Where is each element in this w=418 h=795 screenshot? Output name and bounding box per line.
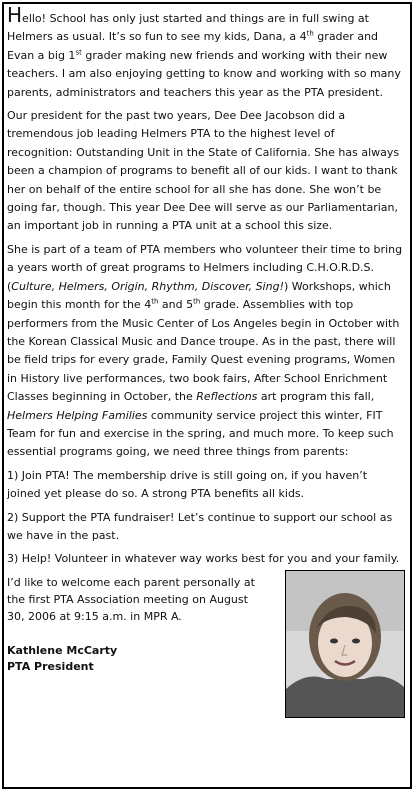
paragraph-volunteer: 3) Help! Volunteer in whatever way works best for you and your family. — [7, 552, 400, 566]
programs-text-f: community service project this winter, FIT Team for fun and exercise in the spring, and much more. To keep such essential programs going, we need three things from parents: — [7, 408, 394, 459]
programs-text-b: ) Workshops, which begin this month for the 4 — [7, 279, 391, 312]
intro-text-a: ello! School has only just started and things are in full swing at Helmers as usual. It’s so fun to see my kids, Dana, a 4 — [7, 12, 369, 44]
intro-text-b: grader and Evan a big 1 — [7, 30, 379, 62]
reflections-title: Reflections — [196, 390, 258, 404]
helping-families-title: Helmers Helping Families — [7, 408, 148, 422]
paragraph-past-president: Our president for the past two years, Dee Dee Jacobson did a tremendous job leading Helmers PTA to the highest level of recognition: Outstanding Unit in the State of California. She has always been a champion of programs to benefit all of our kids. I want to thank her on behalf of the entire school for all she has done. She won’t be going far, though. This year Dee Dee will serve as our Parliamentarian, an important job in running a PTA unit at a school this size. — [7, 109, 400, 233]
welcome-text: I’d like to welcome each parent personally at the first PTA Association meeting on August 30, 2006 at 9:15 a.m. in MPR A. — [7, 575, 255, 623]
programs-text-c: and 5 — [158, 298, 194, 312]
portrait-image — [286, 571, 404, 717]
programs-text-e: art program this fall, — [257, 390, 375, 404]
programs-text-d: grade. Assemblies with top performers from the Music Center of Los Angeles begin in October with the Korean Classical Music and Dance troupe. As in the past, there will be field trips for every grade, Family Quest evening programs, Women in History live performances, two book fairs, After School Enrichment Classes beginning in October, the — [7, 298, 400, 404]
newsletter-article — [7, 3, 403, 675]
intro-text-c: grader making new friends and working with their new teachers. I am also enjoying getting to know and working with so many parents, administrators and teachers this year as the PTA president. — [7, 48, 401, 99]
ordinal-suffix: th — [193, 297, 201, 306]
paragraph-fundraiser: 2) Support the PTA fundraiser! Let’s continue to support our school as we have in the past. — [7, 510, 393, 542]
signature-name: Kathlene McCarty — [7, 643, 118, 657]
signature-title: PTA President — [7, 659, 94, 673]
paragraph-intro — [7, 3, 403, 102]
paragraph-programs — [7, 241, 403, 462]
welcome-section — [7, 574, 403, 625]
paragraph-join-pta: 1) Join PTA! The membership drive is still going on, if you haven’t joined yet please do so. A strong PTA benefits all kids. — [7, 468, 368, 501]
ordinal-suffix: st — [75, 48, 82, 57]
ordinal-suffix: th — [151, 297, 159, 306]
chords-acronym: Culture, Helmers, Origin, Rhythm, Discover, Sing! — [11, 279, 284, 293]
programs-text-a: She is part of a team of PTA members who volunteer their time to bring a years worth of great programs to Helmers including C.H.O.R.D.S. ( — [7, 242, 403, 293]
dropcap-letter: H — [7, 3, 23, 27]
ordinal-suffix: th — [306, 29, 314, 38]
president-photo — [285, 570, 405, 718]
